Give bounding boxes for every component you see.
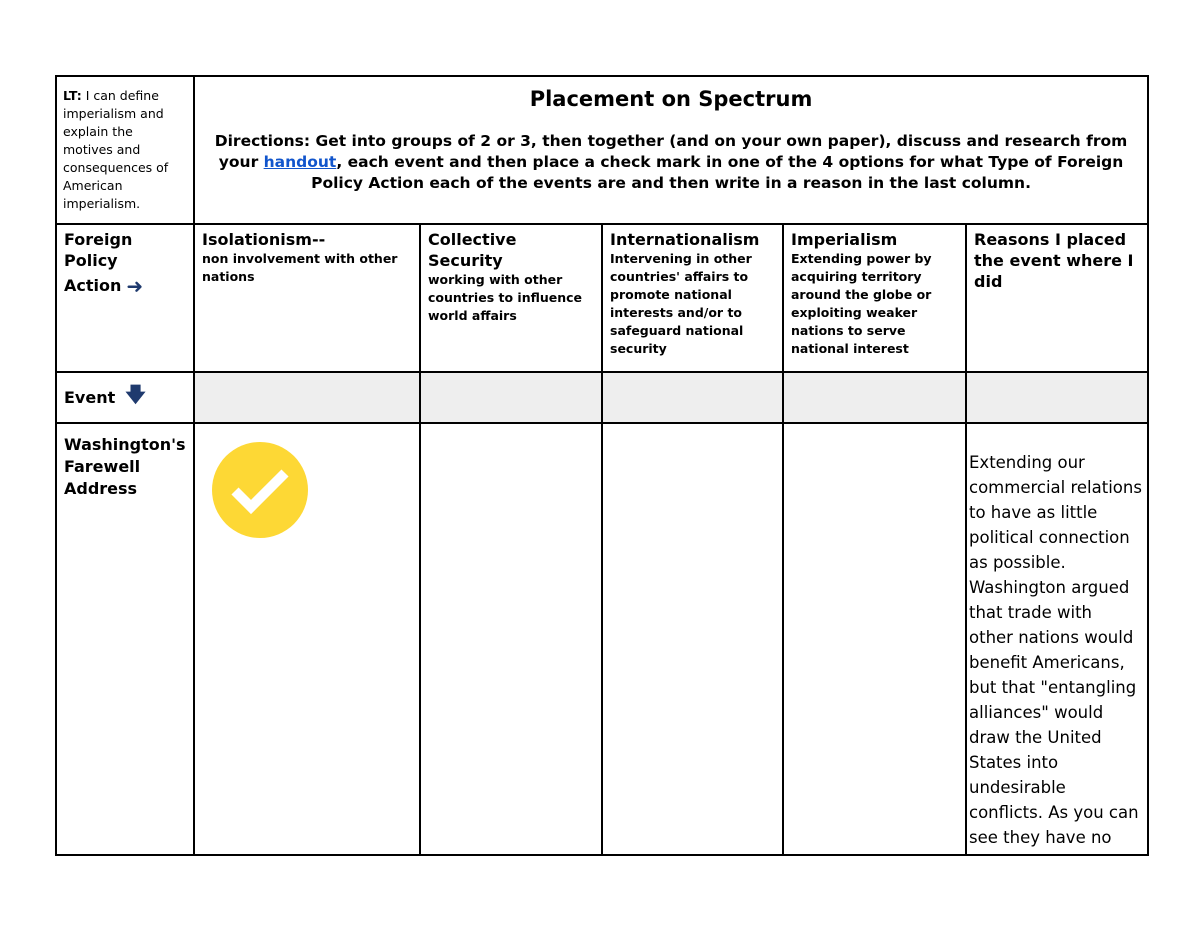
lt-line: imperialism and: [63, 106, 164, 121]
down-arrow-icon: 🡇: [125, 382, 146, 406]
event-name: Washington's: [64, 435, 186, 454]
event-label: Event: [64, 388, 116, 407]
column-description: non involvement with other nations: [202, 251, 398, 284]
lt-line: consequences of: [63, 160, 169, 175]
event-row-blank: [966, 372, 1148, 423]
reason-line: draw the United: [969, 728, 1102, 747]
reason-line: but that "entangling: [969, 678, 1137, 697]
foreign-policy-action-header: [56, 224, 194, 372]
event-name: Address: [64, 479, 138, 498]
event-row-blank: [194, 372, 420, 423]
reason-line: see they have no: [969, 828, 1112, 847]
internationalism-header: [602, 224, 783, 372]
column-description: Intervening in other countries' affairs to promote national interests and/or to safeguard national security: [610, 251, 752, 356]
reason-line: Extending our: [969, 453, 1085, 472]
lt-line: American: [63, 178, 123, 193]
lt-label: LT:: [63, 88, 82, 103]
event-name-cell: [56, 423, 194, 855]
lt-line: motives and: [63, 142, 141, 157]
reason-line: commercial relations: [969, 478, 1142, 497]
right-arrow-icon: ➜: [126, 274, 144, 298]
reason-line: as possible.: [969, 553, 1066, 572]
reason-line: benefit Americans,: [969, 653, 1125, 672]
reason-line: undesirable: [969, 778, 1066, 797]
page-title: Placement on Spectrum: [529, 87, 813, 111]
column-title: Internationalism: [610, 230, 760, 249]
reasons-header: Reasons I placed the event where I did: [966, 224, 1148, 372]
action-label: Foreign Policy: [64, 230, 133, 270]
directions-text: , each event and then place a check mark in one of the 4 options for what Type of Foreign Policy Action each of the events are and then write in a reason in the last column.: [311, 153, 1124, 192]
directions: [202, 131, 1140, 194]
column-title: Imperialism: [791, 230, 898, 249]
isolationism-cell[interactable]: [194, 423, 420, 855]
lt-line: I can define: [81, 88, 159, 103]
column-description: Extending power by acquiring territory around the globe or exploiting weaker nations to serve national interest: [791, 251, 932, 356]
column-description: working with other countries to influence world affairs: [428, 272, 583, 323]
reason-line: alliances" would: [969, 703, 1104, 722]
reason-line: political connection: [969, 528, 1130, 547]
title-cell: [194, 76, 1148, 224]
check-circle-icon: [212, 442, 308, 538]
check-mark-icon: [229, 465, 291, 515]
event-header-cell: [56, 372, 194, 423]
action-label: Action: [64, 276, 122, 295]
reason-line: Washington argued: [969, 578, 1130, 597]
learning-target-cell: [56, 76, 194, 224]
event-row-blank: [420, 372, 602, 423]
reason-line: other nations would: [969, 628, 1134, 647]
event-name: Farewell: [64, 457, 141, 476]
handout-link[interactable]: handout: [263, 153, 337, 171]
reason-line: States into: [969, 753, 1059, 772]
reason-line: to have as little: [969, 503, 1098, 522]
collective-security-cell[interactable]: [420, 423, 602, 855]
lt-line: imperialism.: [63, 196, 141, 211]
lt-line: explain the: [63, 124, 133, 139]
spectrum-table: [55, 75, 1149, 856]
reason-line: conflicts. As you can: [969, 803, 1139, 822]
imperialism-cell[interactable]: [783, 423, 966, 855]
column-title: Collective Security: [428, 230, 517, 270]
isolationism-header: [194, 224, 420, 372]
directions-text: Directions: Get into groups of 2 or 3, then together (and on your own paper), discuss and research from your: [214, 132, 1128, 171]
reason-line: that trade with: [969, 603, 1092, 622]
event-row-blank: [602, 372, 783, 423]
event-row-blank: [783, 372, 966, 423]
column-title: Isolationism--: [202, 230, 326, 249]
collective-security-header: [420, 224, 602, 372]
imperialism-header: [783, 224, 966, 372]
internationalism-cell[interactable]: [602, 423, 783, 855]
reason-cell[interactable]: [966, 423, 1148, 855]
